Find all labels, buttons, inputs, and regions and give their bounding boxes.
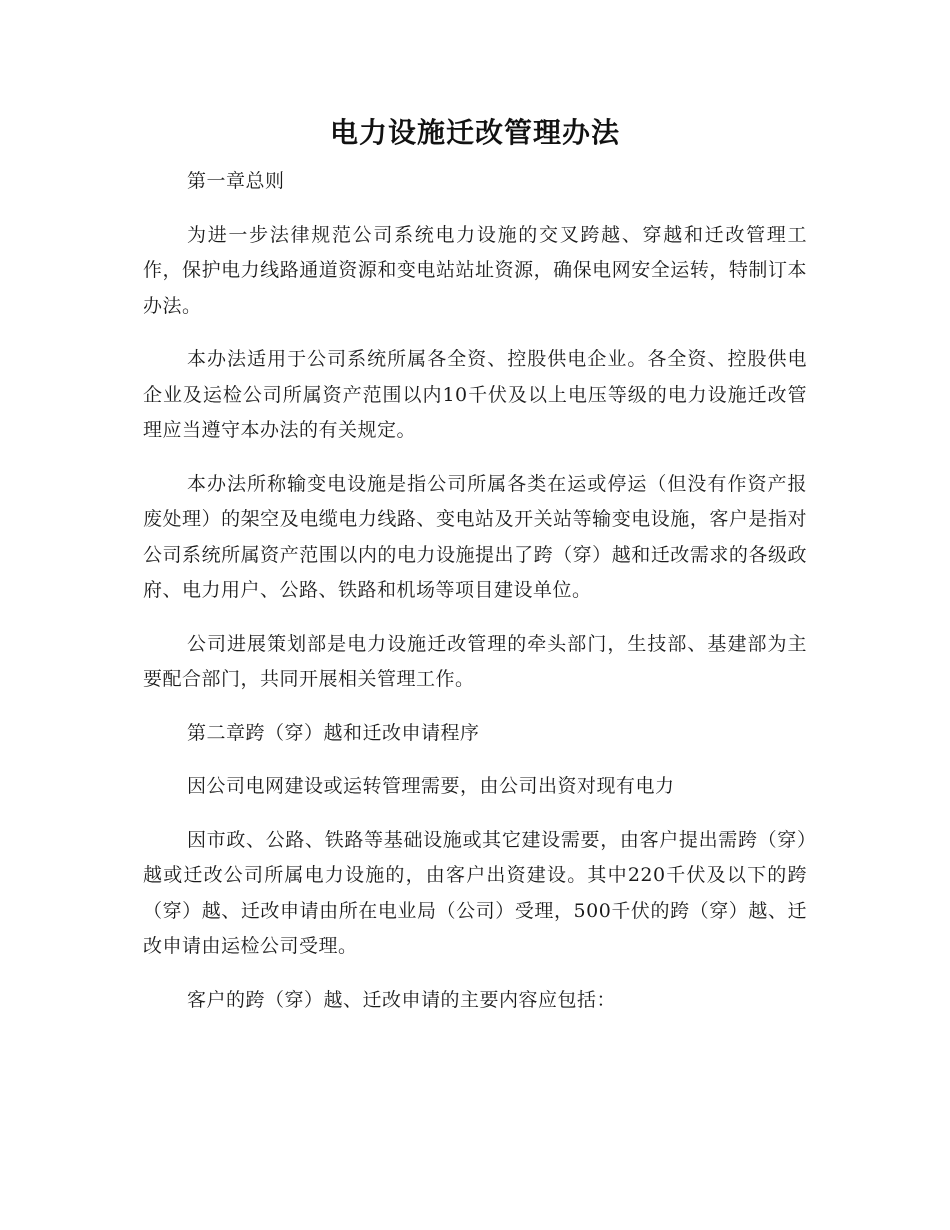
paragraph-customer-funded: 因市政、公路、铁路等基础设施或其它建设需要，由客户提出需跨（穿）越或迁改公司所属电力设施的，由客户出资建设。其中220千伏及以下的跨（穿）越、迁改申请由所在电业局（公司）受理，500千伏的跨（穿）越、迁改申请由运检公司受理。 bbox=[143, 828, 807, 957]
paragraph-purpose: 为进一步法律规范公司系统电力设施的交叉跨越、穿越和迁改管理工作，保护电力线路通道资源和变电站站址资源，确保电网安全运转，特制订本办法。 bbox=[143, 223, 807, 317]
paragraph-company-funded: 因公司电网建设或运转管理需要，由公司出资对现有电力 bbox=[187, 775, 675, 797]
chapter-heading-1: 第一章总则 bbox=[187, 170, 285, 192]
chapter-heading-2: 第二章跨（穿）越和迁改申请程序 bbox=[187, 721, 480, 744]
document-body bbox=[143, 108, 807, 1018]
paragraph-application-contents: 客户的跨（穿）越、迁改申请的主要内容应包括： bbox=[187, 988, 617, 1011]
document-title: 电力设施迁改管理办法 bbox=[329, 116, 620, 149]
paragraph-scope: 本办法适用于公司系统所属各全资、控股供电企业。各全资、控股供电企业及运检公司所属资产范围以内10千伏及以上电压等级的电力设施迁改管理应当遵守本办法的有关规定。 bbox=[143, 348, 807, 441]
paragraph-definitions: 本办法所称输变电设施是指公司所属各类在运或停运（但没有作资产报废处理）的架空及电缆电力线路、变电站及开关站等输变电设施，客户是指对公司系统所属资产范围以内的电力设施提出了跨（穿）越和迁改需求的各级政府、电力用户、公路、铁路和机场等项目建设单位。 bbox=[143, 472, 807, 601]
paragraph-responsible-department: 公司进展策划部是电力设施迁改管理的牵头部门，生技部、基建部为主要配合部门，共同开展相关管理工作。 bbox=[143, 632, 807, 690]
